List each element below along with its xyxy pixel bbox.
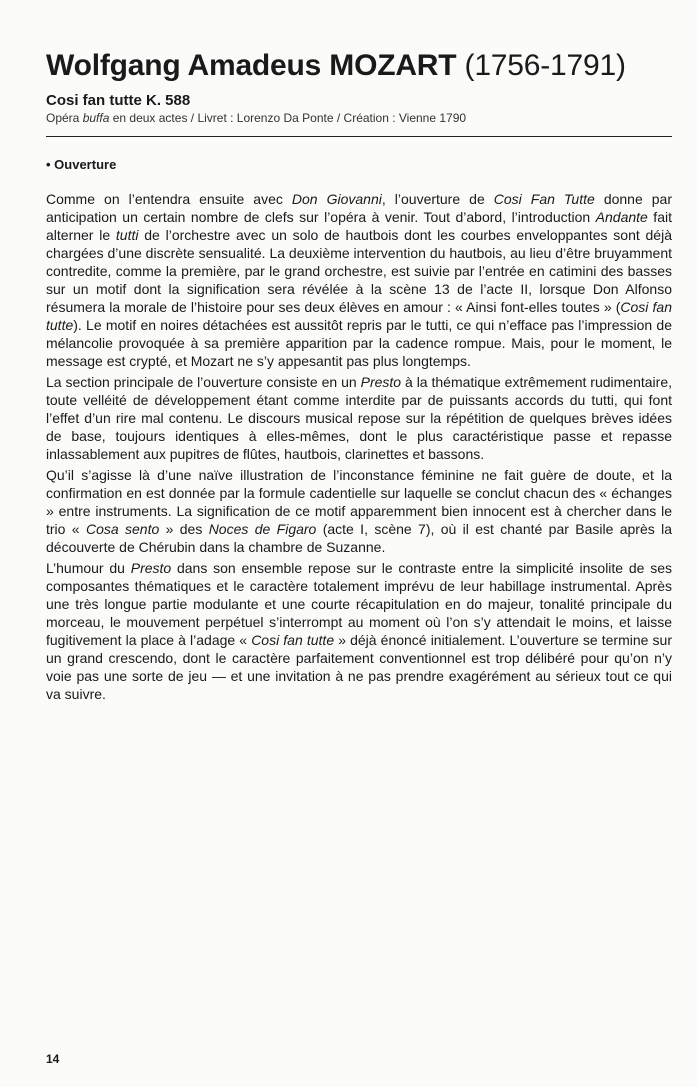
- work-info-prefix: Opéra: [46, 111, 83, 125]
- italic-text: Cosi Fan Tutte: [493, 191, 595, 207]
- paragraph-text: fait alterner le: [46, 209, 672, 243]
- paragraph-text: dans son ensemble repose sur le contraste entre la simplicité insolite de ses composantes thématiques et le caractère totalement imprévu de leur habillage instrumental. Après une très longue partie modulante et une courte récapitulation en do majeur, tonalité principale du morceau, le mouvement perpétuel s’interrompt au moment où l’on s’y attendait le moins, et laisse fugitivement la place à l’adage «: [46, 560, 673, 648]
- article-body: [46, 190, 672, 706]
- italic-text: Cosa sento: [85, 521, 160, 537]
- italic-text: tutti: [115, 227, 139, 243]
- body-paragraph: [46, 373, 672, 463]
- italic-text: Andante: [595, 209, 648, 225]
- work-info-suffix: en deux actes / Livret : Lorenzo Da Ponte / Création : Vienne 1790: [109, 111, 467, 125]
- header-divider: [46, 136, 672, 137]
- paragraph-text: ). Le motif en noires détachées est aussitôt repris par le tutti, ce qui n’efface pas l’impression de mélancolie provoquée à sa première apparition par la cadence rompue. Mais, pour le moment, le message est crypté, et Mozart ne s’y appesantit pas plus longtemps.: [46, 317, 672, 369]
- paragraph-text: à la thématique extrêmement rudimentaire, toute velléité de développement étant comme interdite par de puissants accords du tutti, qui font l’effet d’un rire mal contenu. Le discours musical repose sur la répétition de quelques brèves idées de base, toujours identiques à elles-mêmes, dont le plus caractéristique passe et repasse inlassablement aux pupitres de flûtes, hautbois, clarinettes et bassons.: [46, 374, 672, 462]
- paragraph-text: » des: [159, 521, 209, 537]
- paragraph-text: , l’ouverture de: [381, 191, 494, 207]
- header: [46, 48, 672, 126]
- paragraph-text: Comme on l’entendra ensuite avec: [46, 191, 292, 207]
- italic-text: Don Giovanni: [291, 191, 382, 207]
- italic-text: Presto: [360, 374, 402, 390]
- composer-dates: (1756-1791): [464, 49, 626, 82]
- paragraph-text: » déjà énoncé initialement. L’ouverture se termine sur un grand crescendo, dont le caractère parfaitement conventionnel est trop délibéré pour qu’on n’y voie pas une sorte de jeu — et une invitation à ne pas prendre exagérément au sérieux tout ce qui va suivre.: [46, 632, 672, 702]
- italic-text: Cosi fan tutte: [251, 632, 335, 648]
- page-number: 14: [46, 1052, 60, 1066]
- body-paragraph: [46, 559, 672, 703]
- paragraph-text: L’humour du: [46, 560, 131, 576]
- work-title: Cosi fan tutte K. 588: [46, 92, 191, 109]
- paragraph-text: de l’orchestre avec un solo de hautbois dont les courbes enveloppantes sont déjà chargées d’une discrète sensualité. La deuxième intervention du hautbois, au lieu d’être bruyamment contredite, comme la première, par le grand orchestre, est suivie par l’entrée en catimini des basses sur un motif dont la signification sera révélée à la scène 13 de l’acte II, lorsque Don Alfonso résumera la morale de l’histoire pour ses deux élèves en amour : « Ainsi font-elles toutes » (: [46, 227, 672, 315]
- italic-text: Cosi fan tutte: [46, 299, 673, 333]
- work-info-italic: buffa: [82, 111, 110, 125]
- page-title: [46, 48, 672, 84]
- paragraph-text: La section principale de l’ouverture consiste en un: [46, 374, 361, 390]
- body-paragraph: [46, 466, 672, 556]
- paragraph-text: Qu’il s’agisse là d’une naïve illustration de l’inconstance féminine ne fait guère de doute, et la confirmation en est donnée par la formule cadentielle sur laquelle se conclut chacun des « échanges » entre instruments. La signification de ce motif apparemment bien innocent est à chercher dans le trio «: [46, 467, 672, 537]
- body-paragraph: [46, 190, 672, 370]
- work-info: [46, 111, 672, 126]
- section-heading: • Ouverture: [46, 157, 117, 172]
- paragraph-text: (acte I, scène 7), où il est chanté par Basile après la découverte de Chérubin dans la chambre de Suzanne.: [46, 521, 673, 555]
- italic-text: Noces de Figaro: [208, 521, 317, 537]
- italic-text: Presto: [130, 560, 172, 576]
- composer-name: Wolfgang Amadeus MOZART: [46, 49, 457, 82]
- paragraph-text: donne par anticipation un certain nombre de clefs sur l’opéra à venir. Tout d’abord, l’introduction: [46, 191, 673, 225]
